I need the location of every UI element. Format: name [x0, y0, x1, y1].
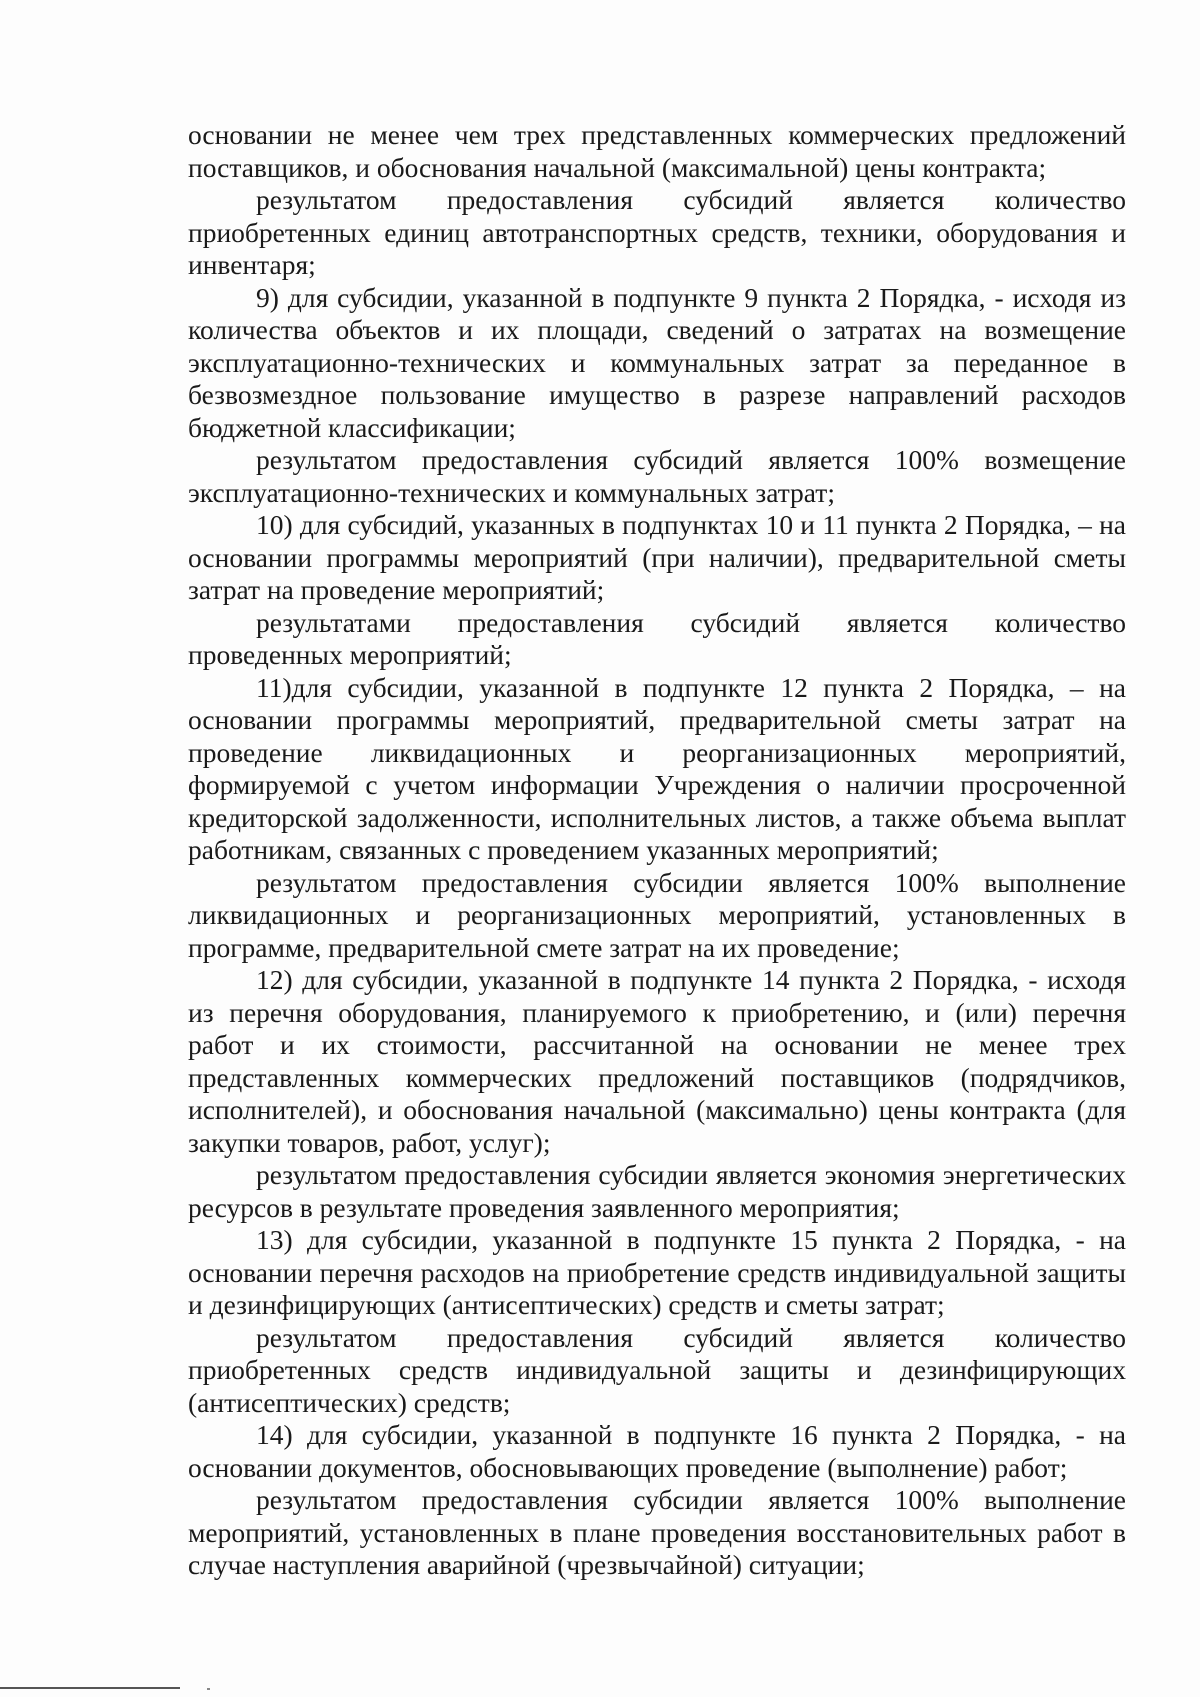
scan-edge-line — [0, 1687, 180, 1689]
paragraph-result-10: результатами предоставления субсидий является количество проведенных мероприятий; — [188, 606, 1126, 670]
paragraph-result-12: результатом предоставления субсидии является экономия энергетических ресурсов в результате проведения заявленного мероприятия; — [188, 1159, 1126, 1223]
document-body — [188, 119, 1126, 1582]
paragraph-result-vehicles: результатом предоставления субсидий является количество приобретенных единиц автотранспортных средств, техники, оборудования и инвентаря; — [188, 184, 1126, 280]
paragraph-item-9: 9) для субсидии, указанной в подпункте 9 пункта 2 Порядка, - исходя из количества объектов и их площади, сведений о затратах на возмещение эксплуатационно-технических и коммунальных затрат за переданное в безвозмездное пользование имущество в разрезе направлений расходов бюджетной классификации; — [188, 281, 1126, 443]
paragraph-result-13: результатом предоставления субсидий является количество приобретенных средств индивидуальной защиты и дезинфицирующих (антисептических) средств; — [188, 1321, 1126, 1418]
paragraph-item-10: 10) для субсидий, указанных в подпунктах 10 и 11 пункта 2 Порядка, – на основании программы мероприятий (при наличии), предварительной сметы затрат на проведение мероприятий; — [188, 509, 1126, 605]
paragraph-item-14: 14) для субсидии, указанной в подпункте 16 пункта 2 Порядка, - на основании документов, обосновывающих проведение (выполнение) работ; — [188, 1419, 1126, 1483]
paragraph-item-11: 11)для субсидии, указанной в подпункте 12 пункта 2 Порядка, – на основании программы мероприятий, предварительной сметы затрат на проведение ликвидационных и реорганизационных мероприятий, формируемой с учетом информации Учреждения о наличии просроченной кредиторской задолженности, исполнительных листов, а также объема выплат работникам, связанных с проведением указанных мероприятий; — [188, 671, 1126, 865]
paragraph-continuation: основании не менее чем трех представленных коммерческих предложений поставщиков, и обоснования начальной (максимальной) цены контракта; — [188, 119, 1126, 183]
paragraph-result-11: результатом предоставления субсидии является 100% выполнение ликвидационных и реорганизационных мероприятий, установленных в программе, предварительной смете затрат на их проведение; — [188, 866, 1126, 963]
scan-edge-dot — [207, 1688, 210, 1690]
paragraph-result-14: результатом предоставления субсидии является 100% выполнение мероприятий, установленных в плане проведения восстановительных работ в случае наступления аварийной (чрезвычайной) ситуации; — [188, 1484, 1126, 1580]
paragraph-result-9: результатом предоставления субсидий является 100% возмещение эксплуатационно-технических и коммунальных затрат; — [188, 444, 1126, 508]
paragraph-item-13: 13) для субсидии, указанной в подпункте 15 пункта 2 Порядка, - на основании перечня расходов на приобретение средств индивидуальной защиты и дезинфицирующих (антисептических) средств и сметы затрат; — [188, 1224, 1126, 1320]
paragraph-item-12: 12) для субсидии, указанной в подпункте 14 пункта 2 Порядка, - исходя из перечня оборудования, планируемого к приобретению, и (или) перечня работ и их стоимости, рассчитанной на основании не менее трех представленных коммерческих предложений поставщиков (подрядчиков, исполнителей), и обоснования начальной (максимально) цены контракта (для закупки товаров, работ, услуг); — [188, 964, 1126, 1158]
